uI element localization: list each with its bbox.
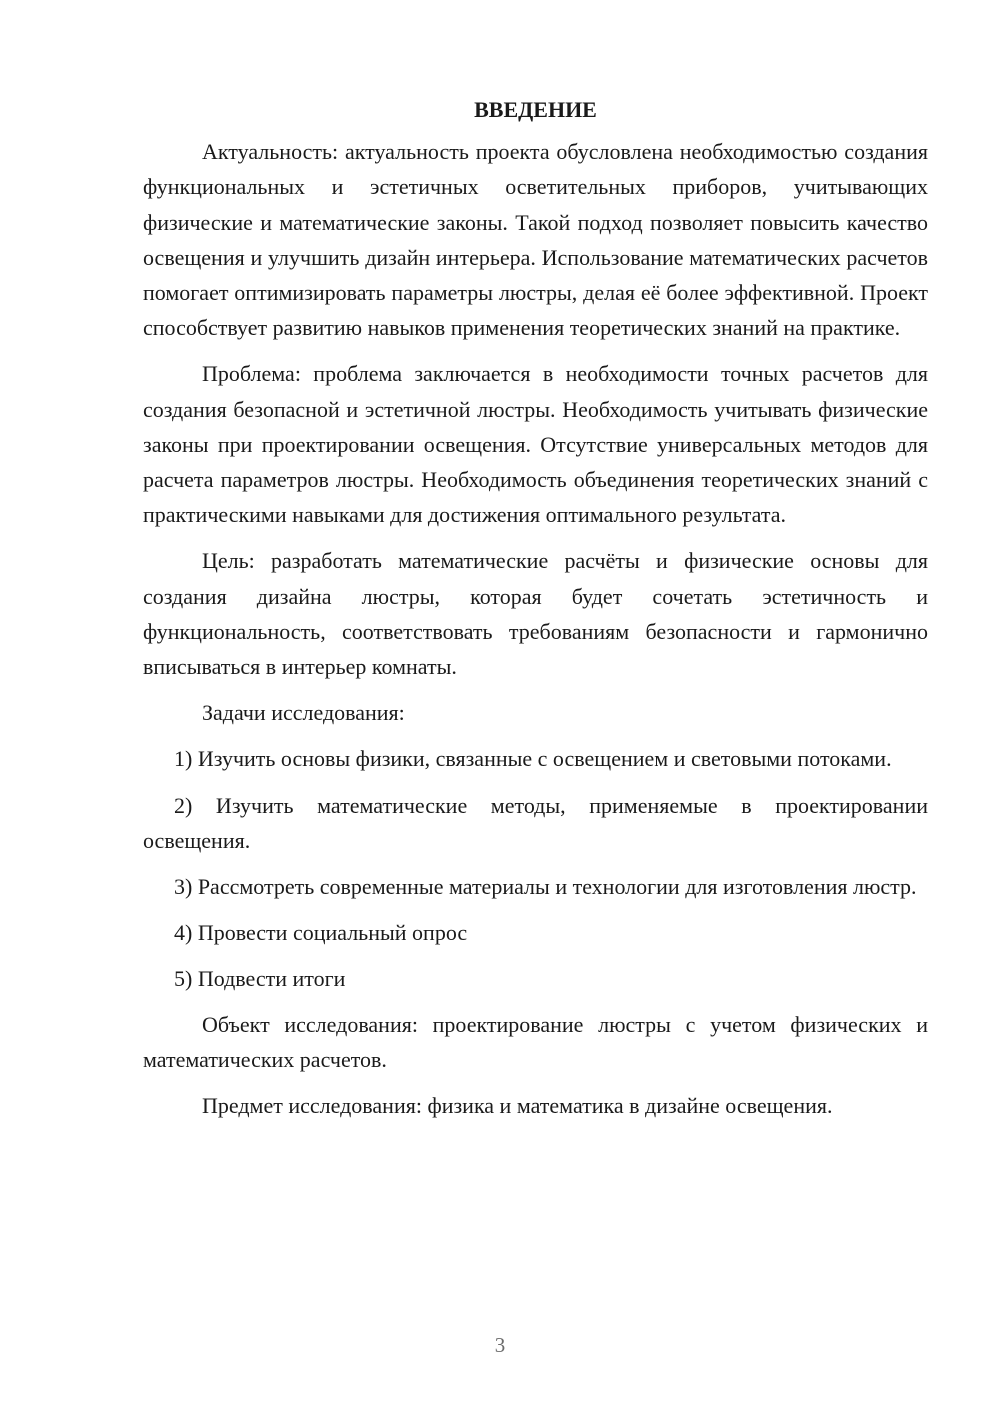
research-subject-paragraph: Предмет исследования: физика и математика в дизайне освещения. bbox=[202, 1093, 833, 1119]
task-item-3: 3) Рассмотреть современные материалы и технологии для изготовления люстр. bbox=[174, 874, 917, 900]
goal-paragraph: Цель: разработать математические расчёты и физические основы для создания дизайна люстры, которая будет сочетать эстетичность и функциональность, соответствовать требованиям безопасности и гармонично вписываться в интерьер комнаты. bbox=[143, 548, 928, 680]
page-number: 3 bbox=[494, 1333, 506, 1357]
problem-paragraph: Проблема: проблема заключается в необходимости точных расчетов для создания безопасной и эстетичной люстры. Необходимость учитывать физические законы при проектировании освещения. Отсутствие универсальных методов для расчета параметров люстры. Необходимость объединения теоретических знаний с практическими навыками для достижения оптимального результата. bbox=[143, 361, 928, 528]
tasks-heading: Задачи исследования: bbox=[202, 700, 405, 726]
task-item-2: 2) Изучить математические методы, применяемые в проектировании освещения. bbox=[143, 792, 928, 853]
relevance-paragraph: Актуальность: актуальность проекта обусловлена необходимостью создания функциональных и эстетичных осветительных приборов, учитывающих физические и математические законы. Такой подход позволяет повысить качество освещения и улучшить дизайн интерьера. Использование математических расчетов помогает оптимизировать параметры люстры, делая её более эффективной. Проект способствует развитию навыков применения теоретических знаний на практике. bbox=[143, 139, 928, 341]
task-item-5: 5) Подвести итоги bbox=[174, 966, 346, 992]
document-page bbox=[143, 92, 928, 1134]
task-item-1: 1) Изучить основы физики, связанные с освещением и световыми потоками. bbox=[174, 746, 892, 772]
task-item-4: 4) Провести социальный опрос bbox=[174, 920, 468, 946]
document-title: ВВЕДЕНИЕ bbox=[474, 97, 597, 122]
research-object-paragraph: Объект исследования: проектирование люстры с учетом физических и математических расчетов. bbox=[143, 1011, 928, 1072]
